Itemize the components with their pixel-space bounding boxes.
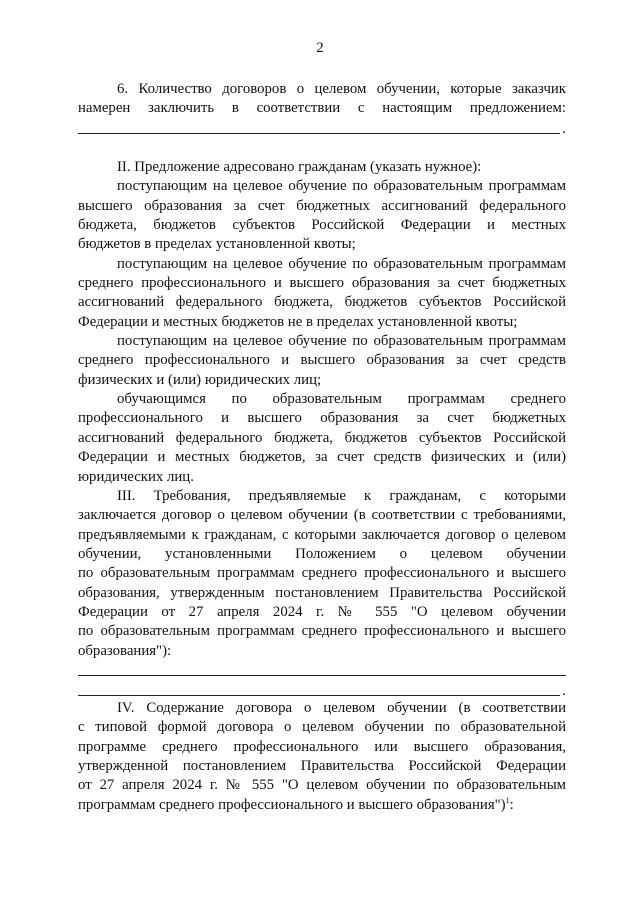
section-4 [78,699,566,815]
section-2-item-1-line-3: бюджета, бюджетов субъектов Российской Федерации и местных [78,217,566,234]
end-period: . [562,121,566,138]
section-3-line-5: по образовательным программам среднего профессионального и высшего [78,565,566,582]
section-2-heading: II. Предложение адресовано гражданам (указать нужное): [117,159,482,175]
section-4-line-2: с типовой формой договора о целевом обучении по образовательной [78,719,566,736]
section-2-item-4-line-3: ассигнований федерального бюджета, бюджетов субъектов Российской [78,429,566,446]
section-3-line-6: образования, утвержденным постановлением Правительства Российской [78,584,566,601]
section-2-item-2-line-2: среднего профессионального и высшего образования за счет бюджетных [78,275,566,292]
section-6-fill-line[interactable] [78,119,566,138]
section-3-line-1: III. Требования, предъявляемые к гражданам, с которыми [117,488,566,504]
section-3-line-7: Федерации от 27 апреля 2024 г. № 555 "О целевом обучении [78,604,566,621]
section-3-fill-line-1[interactable] [78,661,566,680]
section-4-line-6 [78,796,566,815]
section-2 [78,158,566,487]
section-6-line-1: 6. Количество договоров о целевом обучении, которые заказчик [117,81,566,97]
section-2-item-3-line-1: поступающим на целевое обучение по образовательным программам [117,333,566,350]
section-2-item-2-line-3: ассигнований федерального бюджета, бюджетов субъектов Российской [78,294,566,311]
section-4-line-4: утвержденной постановлением Правительства Российской Федерации [78,758,566,775]
section-3-line-2: заключается договор о целевом обучении (в соответствии с требованиями, [78,507,566,524]
section-2-item-2-line-1: поступающим на целевое обучение по образовательным программам [117,255,566,272]
blank-rule [78,675,566,676]
end-period: . [562,682,566,699]
section-2-item-1-line-2: высшего образования за счет бюджетных ассигнований федерального [78,197,566,214]
section-4-line-1: IV. Содержание договора о целевом обучении (в соответствии [117,700,566,716]
section-2-item-4-line-1: обучающимся по образовательным программам среднего [117,391,566,408]
section-2-item-4-line-2: профессионального и высшего образования за счет бюджетных [78,410,566,427]
section-2-item-3-line-3: физических и (или) юридических лиц; [78,371,322,388]
section-2-item-4-line-5: юридических лиц. [78,468,194,485]
blank-rule [78,695,560,696]
section-2-item-2-line-4: Федерации и местных бюджетов не в пределах установленной квоты; [78,313,518,330]
section-4-line-6-text: программам среднего профессионального и высшего образования") [78,796,506,813]
section-4-line-5: от 27 апреля 2024 г. № 555 "О целевом обучении по образовательным [78,777,566,794]
section-2-item-1-line-1: поступающим на целевое обучение по образовательным программам [117,178,566,195]
section-3-fill-line-2[interactable] [78,680,566,699]
section-2-item-1-line-4: бюджетов в пределах установленной квоты; [78,236,356,253]
section-2-item-3-line-2: среднего профессионального и высшего образования за счет средств [78,352,566,369]
section-3-line-9: образования"): [78,642,172,659]
section-3 [78,487,566,700]
footnote-marker[interactable]: 1 [505,795,510,805]
page-number: 2 [316,40,324,56]
section-4-line-3: программе среднего профессионального или высшего образования, [78,738,566,755]
section-6-line-2: намерен заключить в соответствии с настоящим предложением: [78,100,566,117]
blank-rule [78,133,560,134]
section-3-line-3: предъявляемыми к гражданам, с которыми заключается договор о целевом [78,526,566,543]
section-3-line-4: обучении, установленными Положением о целевом обучении [78,546,566,563]
section-3-line-8: по образовательным программам среднего профессионального и высшего [78,623,566,640]
section-6 [78,80,566,138]
section-4-trailing-colon: : [509,796,514,813]
section-2-item-4-line-4: Федерации и местных бюджетов, за счет средств физических и (или) [78,449,566,466]
